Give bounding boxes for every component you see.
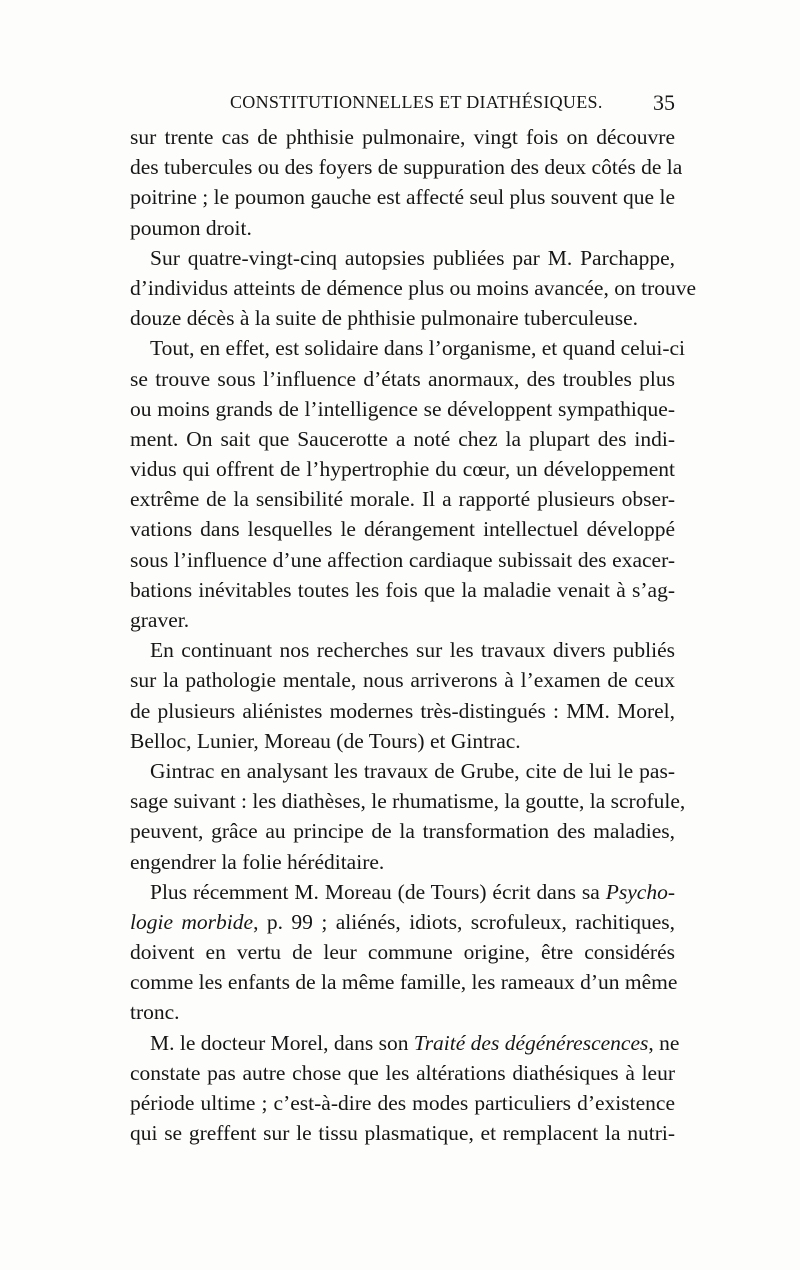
text-line: qui se greffent sur le tissu plasmatique, et remplacent la nutri-: [130, 1121, 675, 1146]
text-line: doivent en vertu de leur commune origine, être considérés: [130, 940, 675, 965]
text-line: poumon droit.: [130, 215, 252, 240]
text-run: , ne: [648, 1030, 680, 1055]
text-line: de plusieurs aliénistes modernes très-distingués : MM. Morel,: [130, 698, 675, 723]
page-number: 35: [653, 90, 675, 115]
italic-title: Psycho-: [605, 879, 675, 904]
text-line: bations inévitables toutes les fois que la maladie venait à s’ag-: [130, 577, 675, 602]
text-line: comme les enfants de la même famille, les rameaux d’un même: [130, 970, 678, 995]
text-line: En continuant nos recherches sur les travaux divers publiés: [150, 638, 675, 663]
running-head: [130, 92, 675, 120]
text-line: des tubercules ou des foyers de suppuration des deux côtés de la: [130, 155, 683, 180]
text-line: Belloc, Lunier, Moreau (de Tours) et Gintrac.: [130, 728, 521, 753]
text-line: douze décès à la suite de phthisie pulmonaire tuberculeuse.: [130, 306, 639, 331]
text-line: poitrine ; le poumon gauche est affecté seul plus souvent que le: [130, 185, 675, 210]
text-line: graver.: [130, 608, 190, 632]
text-line: engendrer la folie héréditaire.: [130, 849, 385, 874]
text-run: M. le docteur Morel, dans son: [150, 1030, 414, 1055]
italic-title: logie morbide: [130, 909, 254, 934]
text-line: extrême de la sensibilité morale. Il a rapporté plusieurs obser-: [130, 487, 675, 512]
text-line: sur la pathologie mentale, nous arriverons à l’examen de ceux: [130, 668, 675, 693]
text-line: d’individus atteints de démence plus ou moins avancée, on trouve: [130, 275, 697, 300]
text-line: vidus qui offrent de l’hypertrophie du cœur, un développement: [130, 457, 675, 482]
text-line: Sur quatre-vingt-cinq autopsies publiées par M. Parchappe,: [150, 245, 675, 270]
text-line: période ultime ; c’est-à-dire des modes particuliers d’existence: [130, 1091, 675, 1115]
text-line: ou moins grands de l’intelligence se développent sympathique-: [130, 396, 675, 421]
text-line: peuvent, grâce au principe de la transformation des maladies,: [130, 819, 675, 844]
body-text: [130, 122, 697, 1148]
text-line: vations dans lesquelles le dérangement intellectuel développé: [130, 517, 675, 542]
text-line: ment. On sait que Saucerotte a noté chez la plupart des indi-: [130, 426, 675, 451]
text-line: sage suivant : les diathèses, le rhumatisme, la goutte, la scrofule,: [130, 789, 686, 814]
text-line: sous l’influence d’une affection cardiaque subissait des exacer-: [130, 547, 675, 572]
text-line: sur trente cas de phthisie pulmonaire, vingt fois on découvre: [130, 125, 675, 149]
text-line: [130, 907, 675, 937]
text-line: [130, 877, 675, 907]
text-line: [130, 1028, 680, 1058]
text-line: tronc.: [130, 1000, 180, 1025]
text-run: , p. 99 ; aliénés, idiots, scrofuleux, rachitiques,: [253, 909, 675, 934]
text-line: Gintrac en analysant les travaux de Grube, cite de lui le pas-: [150, 758, 675, 783]
text-run: Plus récemment M. Moreau (de Tours) écrit dans sa: [150, 879, 606, 904]
italic-title: Traité des dégénérescences: [413, 1030, 649, 1055]
text-line: constate pas autre chose que les altérations diathésiques à leur: [130, 1060, 675, 1085]
running-title: CONSTITUTIONNELLES ET DIATHÉSIQUES.: [230, 92, 603, 112]
text-line: Tout, en effet, est solidaire dans l’organisme, et quand celui-ci: [150, 336, 686, 361]
text-line: se trouve sous l’influence d’états anormaux, des troubles plus: [130, 366, 675, 391]
